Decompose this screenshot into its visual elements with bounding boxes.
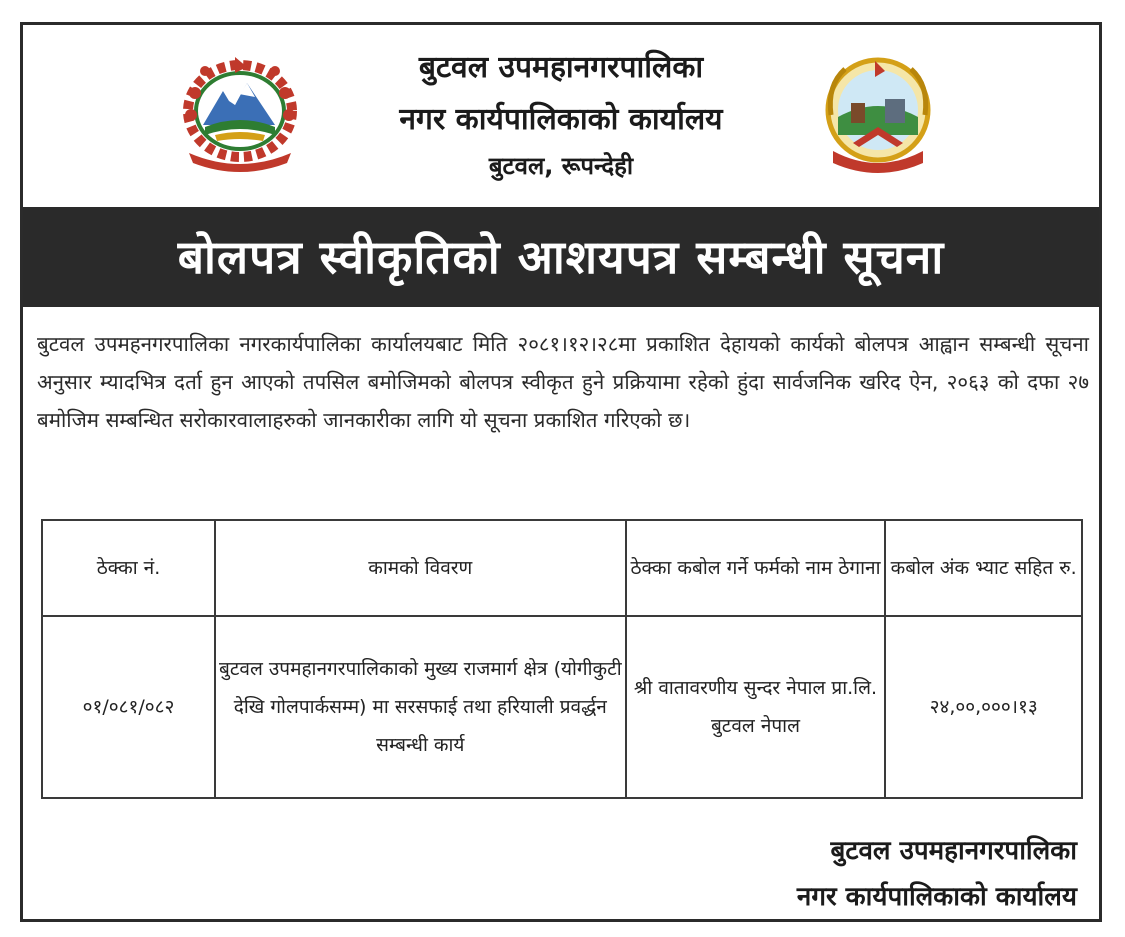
cell-description: बुटवल उपमहानगरपालिकाको मुख्य राजमार्ग क्षेत्र (योगीकुटी देखि गोलपार्कसम्म) मा सरसफाई तथा हरियाली प्रवर्द्धन सम्बन्धी कार्य [215,616,626,798]
header-org-name: बुटवल उपमहानगरपालिका [418,50,704,85]
cell-firm: श्री वातावरणीय सुन्दर नेपाल प्रा.लि. बुटवल नेपाल [626,616,886,798]
header-location: बुटवल, रूपन्देही [488,152,634,180]
col-header-description: कामको विवरण [215,520,626,616]
col-header-contract-no: ठेक्का नं. [42,520,215,616]
butwal-municipality-logo-icon [823,55,933,180]
footer-org-name: बुटवल उपमहानगरपालिका [830,836,1077,866]
footer-office-name: नगर कार्यपालिकाको कार्यालय [796,882,1077,912]
cell-contract-no: ०१/०८१/०८२ [42,616,215,798]
col-header-amount: कबोल अंक भ्याट सहित रु. [885,520,1082,616]
col-header-firm: ठेक्का कबोल गर्ने फर्मको नाम ठेगाना [626,520,886,616]
notice-header [23,25,1099,203]
table-header-row [42,520,1082,616]
cell-amount: २४,००,०००।१३ [885,616,1082,798]
header-office-name: नगर कार्यपालिकाको कार्यालय [399,102,723,137]
notice-title-bar [23,207,1099,307]
award-table [41,519,1083,799]
table-row [42,616,1082,798]
notice-title: बोलपत्र स्वीकृतिको आशयपत्र सम्बन्धी सूचना [177,230,945,284]
notice-frame [20,22,1102,922]
notice-body-text: बुटवल उपमहनगरपालिका नगरकार्यपालिका कार्यालयबाट मिति २०८१।१२।२८मा प्रकाशित देहायको कार्यको बोलपत्र आह्वान सम्बन्धी सूचना अनुसार म्यादभित्र दर्ता हुन आएको तपसिल बमोजिमको बोलपत्र स्वीकृत हुने प्रक्रियामा रहेको हुंदा सार्वजनिक खरिद ऐन, २०६३ को दफा २७ बमोजिम सम्बन्धित सरोकारवालाहरुको जानकारीका लागि यो सूचना प्रकाशित गरिएको छ। [37,332,1089,432]
